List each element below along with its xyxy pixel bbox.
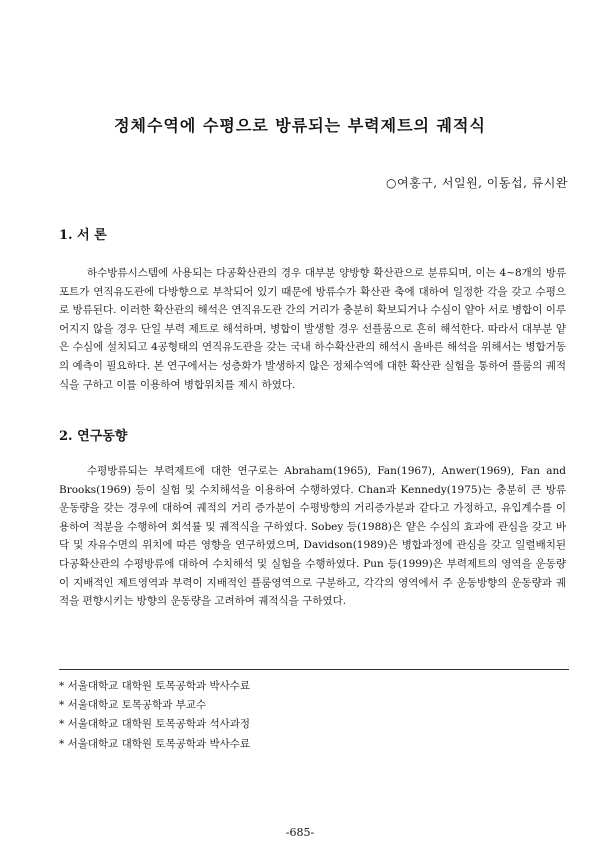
- section-body-research-trends: 수평방류되는 부력제트에 대한 연구로는 Abraham(1965), Fan(1967), Anwer(1969), Fan and Brooks(1969) 등이 실험 및 수치해석을 이용하여 수행하였다. Chan과 Kennedy(1975)는 충분히 큰 방류 운동량을 갖는 경우에 대하여 궤적의 거리 증가분이 수평방향의 거리증가분과 같다고 가정하고, 유입계수를 이용하여 적분을 수행하여 회석률 및 궤적식을 구하였다. Sobey 등(1988)은 얕은 수심의 효과에 관심을 갖고 바닥 및 자유수면의 위치에 따른 영향을 연구하였으며, Davidson(1989)은 병합과정에 관심을 갖고 일렬배치된 다공확산관의 수평방류에 대하여 수치해석 및 실험을 수행하였다. Pun 등(1999)은 부력제트의 영역을 운동량이 지배적인 제트영역과 부력이 지배적인 플룸영역으로 구분하고, 각각의 영역에서 주 운동방향의 운동량과 궤적을 편향시키는 방향의 운동량을 고려하여 궤적식을 구하였다.: [59, 465, 566, 608]
- footnote-item: * 서울대학교 대학원 토목공학과 박사수료: [59, 677, 250, 696]
- section-heading-research-trends: 2. 연구동향: [59, 429, 128, 444]
- section-heading-introduction: 1. 서 론: [59, 228, 107, 243]
- page-number: -685-: [285, 826, 315, 839]
- footnote-item: * 서울대학교 대학원 토목공학과 박사수료: [59, 735, 250, 754]
- section-body-introduction: 하수방류시스템에 사용되는 다공확산관의 경우 대부분 양방향 확산관으로 분류되며, 이는 4~8개의 방류포트가 연직유도관에 다방향으로 부착되어 있기 때문에 방류수가 확산관 축에 대하여 일정한 각을 갖고 수평으로 방류된다. 이러한 확산관의 해석은 연직유도관 간의 거리가 충분히 확보되거나 수심이 얕아 서로 병합이 이루어지지 않을 경우 단일 부력 제트로 해석하며, 병합이 발생할 경우 선플룸으로 흔히 해석한다. 따라서 대부분 얕은 수심에 설치되고 4공형태의 연직유도관을 갖는 국내 하수확산관의 해석시 올바른 해석을 위해서는 병합거동의 예측이 필요하다. 본 연구에서는 성층화가 발생하지 않은 정체수역에 대한 확산관 실험을 통하여 플룸의 궤적식을 구하고 이를 이용하여 병합위치를 제시 하였다.: [59, 267, 566, 391]
- footnote-item: * 서울대학교 대학원 토목공학과 석사과정: [59, 715, 250, 734]
- author-list: ○여홍구, 서일원, 이동섭, 류시완: [386, 176, 568, 190]
- paper-title: 정체수역에 수평으로 방류되는 부력제트의 궤적식: [114, 116, 486, 135]
- footnote-item: * 서울대학교 토목공학과 부교수: [59, 696, 250, 715]
- footnote-list: [59, 677, 250, 754]
- footnote-divider: [59, 669, 569, 670]
